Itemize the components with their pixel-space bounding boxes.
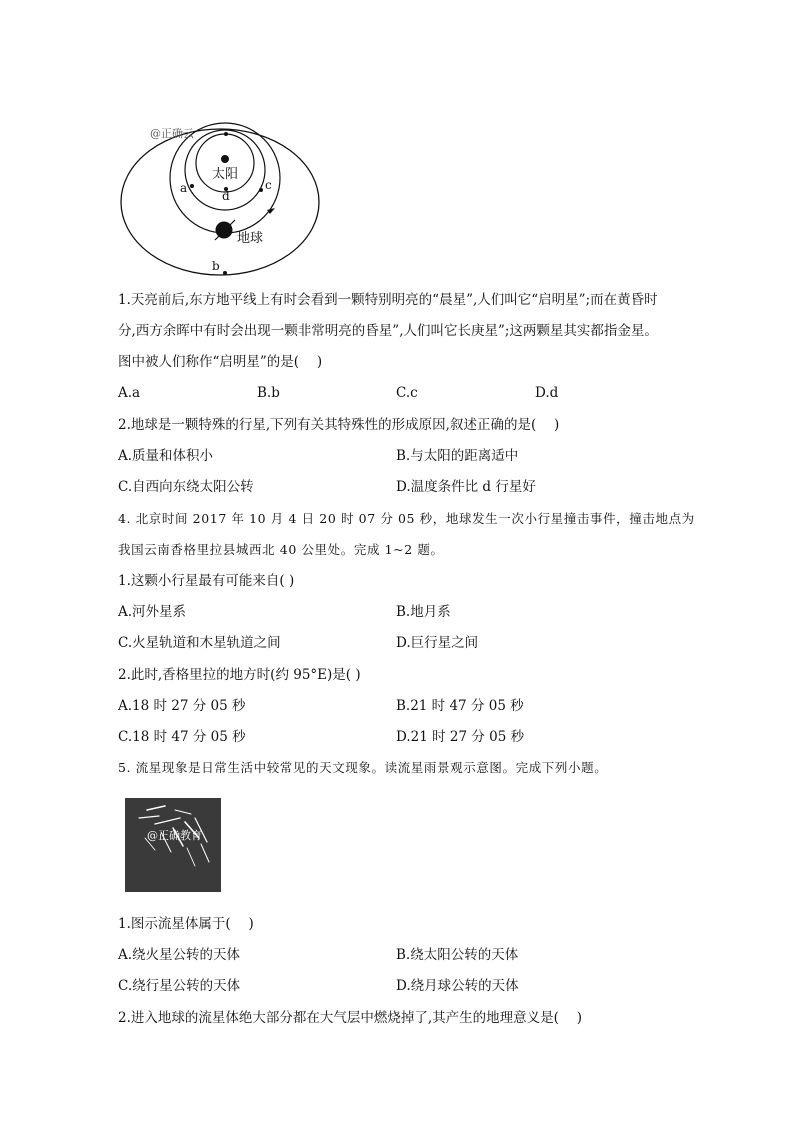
solar-orbit-diagram — [118, 118, 328, 282]
q5-sub1-stem: 1.图示流星体属于( ) — [118, 916, 254, 932]
q4-sub1-stem: 1.这颗小行星最有可能来自( ) — [118, 573, 295, 589]
earth — [216, 222, 233, 239]
label-b: b — [212, 259, 220, 273]
q5-sub1-option-b: B.绕太阳公转的天体 — [396, 947, 519, 963]
q1-line-3: 图中被人们称作“启明星”的是( ) — [118, 354, 323, 370]
q2-option-d: D.温度条件比 d 行星好 — [396, 479, 536, 495]
q2-option-c: C.自西向东绕太阳公转 — [118, 479, 254, 495]
q1-option-b: B.b — [257, 385, 280, 401]
outer-orbit — [121, 129, 319, 275]
q4-sub1-option-c: C.火星轨道和木星轨道之间 — [118, 635, 281, 651]
earth-label: 地球 — [237, 231, 264, 246]
q4-intro-line-1: 4. 北京时间 2017 年 10 月 4 日 20 时 07 分 05 秒，地球发生一次小行星撞击事件，撞击地点为 — [118, 511, 695, 526]
point-c-dot — [259, 188, 263, 192]
q4-sub2-option-d: D.21 时 27 分 05 秒 — [396, 729, 525, 745]
label-c: c — [265, 178, 272, 192]
q4-intro-line-2: 我国云南香格里拉县城西北 40 公里处。完成 1~2 题。 — [118, 542, 444, 557]
point-b-dot — [223, 271, 227, 275]
q5-sub1-option-c: C.绕行星公转的天体 — [118, 978, 241, 994]
q1-line-2: 分,西方余晖中有时会出现一颗非常明亮的昏星”,人们叫它长庚星”;这两颗星其实都指金星。 — [118, 323, 658, 339]
photo-background — [125, 798, 221, 892]
photo-watermark: @正确教育 — [147, 829, 202, 842]
q5-sub1-option-a: A.绕火星公转的天体 — [118, 947, 241, 963]
q4-sub2-option-b: B.21 时 47 分 05 秒 — [396, 698, 524, 714]
watermark-label: @正确云 — [150, 127, 194, 140]
q4-sub1-option-b: B.地月系 — [396, 604, 451, 620]
q5-sub2-stem: 2.进入地球的流星体绝大部分都在大气层中燃烧掉了,其产生的地理意义是( ) — [118, 1010, 582, 1026]
q2-stem: 2.地球是一颗特殊的行星,下列有关其特殊性的形成原因,叙述正确的是( ) — [118, 417, 560, 433]
point-a-dot — [190, 184, 194, 188]
q2-option-a: A.质量和体积小 — [118, 448, 214, 464]
q4-sub2-option-c: C.18 时 47 分 05 秒 — [118, 729, 246, 745]
sun — [221, 155, 229, 163]
q1-option-d: D.d — [535, 385, 559, 401]
q4-sub1-option-d: D.巨行星之间 — [396, 635, 479, 651]
q1-option-c: C.c — [396, 385, 418, 401]
q4-sub2-stem: 2.此时,香格里拉的地方时(约 95°E)是( ) — [118, 667, 361, 683]
q4-sub1-option-a: A.河外星系 — [118, 604, 187, 620]
label-d: d — [222, 189, 230, 203]
q1-line-1: 1.天亮前后,东方地平线上有时会看到一颗特别明亮的“晨星”,人们叫它“启明星”;而在黄昏时 — [118, 292, 658, 308]
q1-option-a: A.a — [118, 385, 141, 401]
q4-sub2-option-a: A.18 时 27 分 05 秒 — [118, 698, 246, 714]
q2-option-b: B.与太阳的距离适中 — [396, 448, 519, 464]
q5-intro: 5. 流星现象是日常生活中较常见的天文现象。读流星雨景观示意图。完成下列小题。 — [118, 760, 608, 775]
sun-label: 太阳 — [212, 167, 239, 182]
meteor-shower-photo — [125, 798, 221, 892]
label-a: a — [180, 181, 188, 195]
mercury-dot — [224, 132, 228, 136]
q5-sub1-option-d: D.绕月球公转的天体 — [396, 978, 519, 994]
